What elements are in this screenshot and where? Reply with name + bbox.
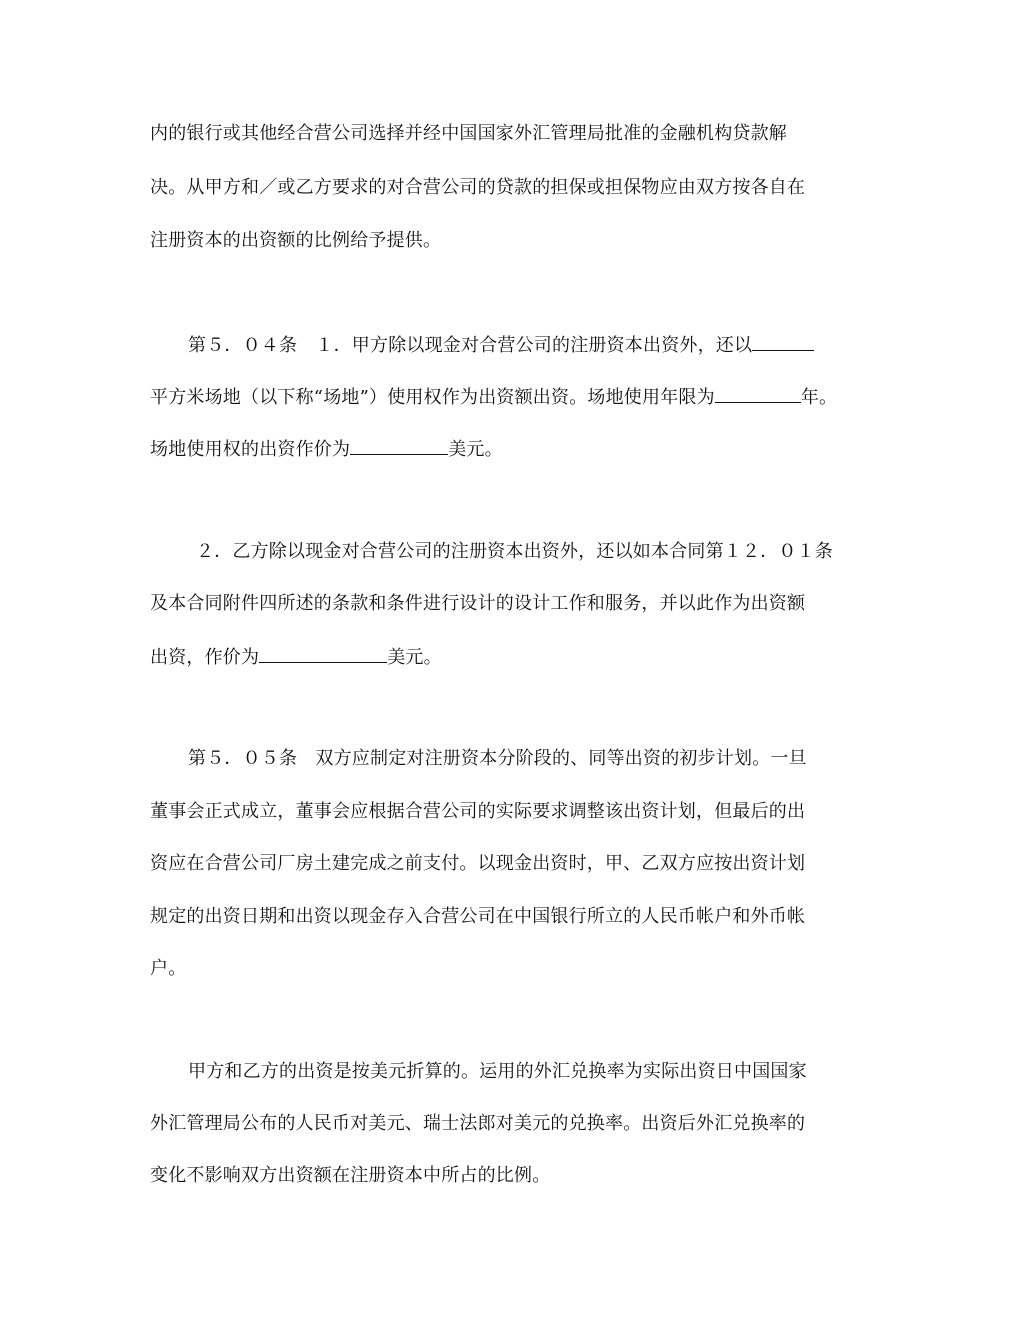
- text: 决。从甲方和／或乙方要求的对合营公司的贷款的担保或担保物应由双方按各自在: [150, 177, 806, 198]
- text: 变化不影响双方出资额在注册资本中所占的比例。: [150, 1165, 551, 1186]
- text: 外汇管理局公布的人民币对美元、瑞士法郎对美元的兑换率。出资后外汇兑换率的: [150, 1113, 806, 1134]
- fill-in-blank: [350, 436, 448, 455]
- article-5-04-line: [188, 332, 814, 358]
- text: ２．乙方除以现金对合营公司的注册资本出资外，还以如本合同第１２．０１条: [196, 541, 833, 562]
- text: 户。: [150, 958, 187, 979]
- text-line: [188, 1060, 807, 1084]
- text: 第５．０４条 １．甲方除以现金对合营公司的注册资本出资外，还以: [188, 335, 753, 356]
- text: 年。: [800, 387, 838, 408]
- text: 规定的出资日期和出资以现金存入合营公司在中国银行所立的人民币帐户和外币帐: [150, 906, 806, 927]
- text-line: [150, 436, 503, 462]
- text: 场地使用权的出资作价为: [150, 439, 351, 460]
- text-line: [150, 384, 837, 410]
- text: 美元。: [387, 647, 442, 668]
- text: 内的银行或其他经合营公司选择并经中国国家外汇管理局批准的金融机构贷款解: [150, 123, 787, 144]
- text-line: [150, 122, 787, 146]
- text: 及本合同附件四所述的条款和条件进行设计的设计工作和服务，并以此作为出资额: [150, 593, 806, 614]
- text: 资应在合营公司厂房土建完成之前支付。以现金出资时，甲、乙双方应按出资计划: [150, 853, 806, 874]
- text-line: [150, 905, 805, 929]
- text-line: [150, 644, 442, 670]
- text-line: [150, 1112, 805, 1136]
- text: 董事会正式成立，董事会应根据合营公司的实际要求调整该出资计划，但最后的出: [150, 801, 806, 822]
- text: 美元。: [448, 439, 503, 460]
- text-line: [150, 800, 805, 824]
- text-line: [150, 176, 805, 200]
- text-line: [150, 1164, 550, 1188]
- text: 第５．０５条 双方应制定对注册资本分阶段的、同等出资的初步计划。一旦: [188, 748, 807, 769]
- text: 出资，作价为: [150, 647, 260, 668]
- text: 甲方和乙方的出资是按美元折算的。运用的外汇兑换率为实际出资日中国国家: [188, 1061, 807, 1082]
- fill-in-blank: [752, 332, 814, 351]
- text-line: [150, 229, 441, 253]
- text: 注册资本的出资额的比例给予提供。: [150, 230, 442, 251]
- text-line: [150, 592, 805, 616]
- text-line: [150, 957, 186, 981]
- fill-in-blank: [715, 384, 801, 403]
- fill-in-blank: [259, 644, 387, 663]
- article-5-05-line: [188, 747, 807, 771]
- text-line: [150, 852, 805, 876]
- text: 平方米场地（以下称“场地”）使用权作为出资额出资。场地使用年限为: [150, 387, 715, 408]
- text-line: [196, 540, 833, 564]
